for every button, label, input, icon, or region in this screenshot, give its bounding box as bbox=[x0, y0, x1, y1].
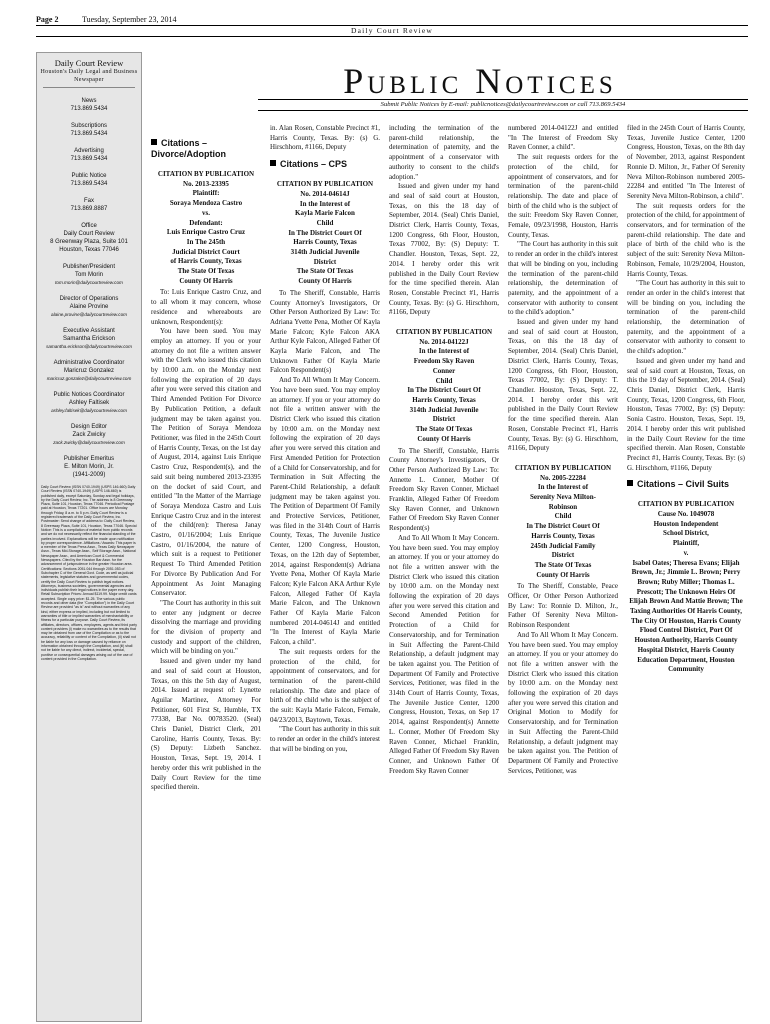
citation-header bbox=[627, 500, 745, 675]
continued-text: in. Alan Rosen, Constable Precinct #1, Harris County, Texas. By: (s) G. Hirschhorn, #1166, Deputy bbox=[270, 124, 380, 152]
sidebar-entry-value: Tom Morin bbox=[74, 272, 103, 278]
sidebar-entry-value: 713.869.5434 bbox=[70, 106, 108, 112]
notice-paragraph: Issued and given under my hand and seal of said court at Houston, Texas, on this the 5th day of August, 2014. Issued at request of: Lynette Aguilar Martinez, Attorney For Petitioner, 601 First St, Humble, TX 77338, Bar No. 00783520. (Seal) Chris Daniel, District Clerk, 201 Caroline, Harris County, Texas. By: (S) Deputy: Lizbeth Sanchez. Houston, Texas, Sept. 19, 2014. I hereby order this writ published in the Daily Court Review for the time specified therein. bbox=[151, 657, 261, 792]
column-1 bbox=[151, 132, 261, 1022]
continued-text: including the termination of the parent-child relationship, the determination of paternity, and the appointment of a conservator with authority to consent to the child's adoption." bbox=[389, 124, 499, 181]
notice-paragraph: The suit requests orders for the protection of the child, for appointment of conservators, and for termination of the parent-child relationship. The date and place of birth of the child who is the subject of the suit: Kayla Marie Falcon, Female, 04/23/2013, Baytown, Texas. bbox=[270, 647, 380, 724]
notice-paragraph: "The Court has authority in this suit to render an order in the child's interest that will be binding on you, including the termination of the parent-child relationship, the determination of paternity, and the appointment of a conservator with authority to consent to the child's adoption." bbox=[508, 240, 618, 317]
citation-line: No. 2013-23395 bbox=[183, 179, 229, 188]
column-3 bbox=[389, 124, 499, 1014]
bullet-square-icon bbox=[151, 139, 157, 145]
notice-paragraph: Issued and given under my hand and seal of said court at Houston, Texas, on this the 18 day of September, 2014. (Seal) Chris Daniel, District Clerk, Harris County, Texas, 1200 Congress, 6th Floor, Houston, Texas 77002, By: (S) Deputy: T. Chandler. Houston, Texas, Sept. 22, 2014. I hereby order this writ published in the Daily Court Review for the time specified therein. Alan Rosen, Constable Precinct #1, Harris County, Texas. By: (s) G. Hirschhorn, #1166, Deputy bbox=[389, 182, 499, 317]
citation-line: Robinson bbox=[548, 502, 578, 511]
sidebar-entry-value: E. Milton Morin, Jr. bbox=[64, 464, 114, 470]
notice-paragraph: To The Sheriff, Constable, Harris County Attorney's Investigators, Or Other Person Authorized By Law: To: Adriana Yvette Pena, Mother Of Kayla Marie Falcon; Kyle Falcon AKA Arthur Kyle Falcon, Alleged Father Of Kayla Marie Falcon, and The Unknown Father Of Kayla Marie Falcon Respondent(s) bbox=[270, 288, 380, 375]
notice-paragraph: The suit requests orders for the protection of the child, for appointment of conservators, and for termination of the parent-child relationship. The date and place of birth of the child who is the subject of the suit: Serenity Neva Milton-Robinson, Female, 10/29/2004, Houston, Harris County, Texas. bbox=[627, 201, 745, 278]
notice-paragraph: "The Court has authority in this suit to enter any judgment or decree dissolving the marriage and providing for the division of property and custody and support of the children, which will be binding on you." bbox=[151, 598, 261, 656]
sidebar-entry-label: Design Editor bbox=[70, 424, 108, 430]
citation-line: District bbox=[313, 257, 337, 266]
sidebar-staff-box bbox=[36, 52, 142, 1022]
citation-line: County Of Harris bbox=[179, 276, 233, 285]
sidebar-tagline: Houston's Daily Legal and Business Newspaper bbox=[40, 69, 138, 83]
citation-line: In the Interest of bbox=[537, 483, 589, 492]
citation-header bbox=[389, 328, 499, 444]
sidebar-entry-email[interactable]: samantha.erickson@dailycourtreview.com bbox=[46, 344, 132, 349]
citation-line: Child bbox=[316, 218, 334, 227]
citation-line: CITATION BY PUBLICATION bbox=[276, 180, 374, 189]
notice-paragraph: "The Court has authority in this suit to render an order in the child's interest that will be binding on you, including the termination of the parent-child relationship, the determination of paternity, and the appointment of a conservator with authority to consent to the child's adoption." bbox=[627, 279, 745, 356]
sidebar-entry-value: 713.869.5434 bbox=[70, 181, 108, 187]
sidebar-entry-label: Publisher/President bbox=[62, 264, 116, 270]
continued-text: numbered 2014-04122J and entitled "In The Interest of Freedom Sky Raven Conner, a child". bbox=[508, 124, 618, 152]
section-heading: Citations – CPS bbox=[270, 159, 380, 170]
citation-line: 314th Judicial Juvenile bbox=[409, 405, 479, 414]
citation-line: District bbox=[432, 415, 456, 424]
citation-line: In the Interest of bbox=[299, 199, 351, 208]
sidebar-entry-value: Zack Zwicky bbox=[72, 432, 106, 438]
issue-date: Tuesday, September 23, 2014 bbox=[82, 15, 177, 24]
bullet-square-icon bbox=[627, 480, 633, 486]
citation-line: CITATION BY PUBLICATION bbox=[395, 328, 493, 337]
sidebar-entry bbox=[37, 97, 141, 113]
notice-body bbox=[627, 202, 745, 474]
sidebar-paper-name: Daily Court Review bbox=[54, 58, 124, 68]
sidebar-entry-email[interactable]: maricruz.gonzalez@dailycourtreview.com bbox=[46, 376, 132, 381]
sidebar-entry-value: 713.869.8887 bbox=[70, 206, 108, 212]
page-number: Page 2 bbox=[36, 15, 59, 24]
citation-line: Houston Independent bbox=[653, 519, 719, 528]
citation-line: In The District Court Of bbox=[407, 386, 481, 395]
citation-line: vs. bbox=[202, 208, 210, 217]
citation-line: Kayla Marie Falcon bbox=[295, 209, 355, 218]
sidebar-entry-value: Maricruz Gonzalez bbox=[63, 368, 114, 374]
sidebar-entry bbox=[37, 197, 141, 213]
sidebar-entry-email[interactable]: alaine.provine@dailycourtreview.com bbox=[51, 312, 127, 317]
sidebar-entry-label: Public Notice bbox=[71, 173, 107, 179]
header-rule-bottom bbox=[36, 36, 748, 37]
submit-notice-line: Submit Public Notices by E-mail: publicnotices@dailycourtreview.com or call 713.869.5434 bbox=[380, 101, 626, 108]
notice-paragraph: And To All Whom It May Concern. You have been sued. You may employ an attorney. If you or your attorney do not file a written answer with the District Clerk who issued this citation by 10:00 a.m. on the Monday next following the expiration of 20 days after you were served this citation and Original Motion to Modify for Conservatorship, and for Termination in Suit Affecting the Parent-Child Relationship, a default judgment may be taken against you. The Petition of Department Of Family and Protective Services, Petitioner, was bbox=[508, 630, 618, 775]
sidebar-entry bbox=[37, 391, 141, 414]
notice-body bbox=[508, 582, 618, 776]
citation-line: Luis Enrique Castro Cruz bbox=[166, 228, 246, 237]
sidebar-entry bbox=[37, 359, 141, 382]
citation-line: Judicial District Court bbox=[172, 247, 240, 256]
title-rule-bottom bbox=[258, 110, 748, 111]
citation-line: Child bbox=[435, 376, 453, 385]
citation-line: CITATION BY PUBLICATION bbox=[514, 463, 612, 472]
citation-line: District bbox=[551, 551, 575, 560]
sidebar-entry-label: Office bbox=[81, 223, 97, 229]
sidebar-entry-label: Public Notices Coordinator bbox=[53, 392, 125, 398]
sidebar-entry-label: Publisher Emeritus bbox=[63, 456, 115, 462]
sidebar-entry-value: Samantha Erickson bbox=[62, 336, 116, 342]
citation-line: CITATION BY PUBLICATION bbox=[637, 500, 735, 509]
citation-line: In The District Court Of bbox=[288, 228, 362, 237]
sidebar-entry bbox=[37, 327, 141, 350]
sidebar-entry bbox=[37, 122, 141, 138]
sidebar-entry-label: Executive Assistant bbox=[63, 328, 115, 334]
citation-line: Conner bbox=[432, 366, 456, 375]
sidebar-entries bbox=[37, 97, 141, 479]
notice-paragraph: To The Sheriff, Constable, Harris County Attorney's Investigators, Or Other Person Authorized By Law: To: Annette L. Conner, Mother Of Freedom Sky Raven Conner, Michael Franklin, Alleged Father Of Freedom Sky Raven Conner, and Unknown Father Of Freedom Sky Raven Conner Respondent(s) bbox=[389, 446, 499, 533]
citation-line: No. 2005-22284 bbox=[540, 473, 586, 482]
citation-line: Serenity Neva Milton- bbox=[530, 493, 596, 502]
sidebar-entry bbox=[37, 222, 141, 238]
citation-line: County Of Harris bbox=[298, 277, 352, 286]
citation-line: Harris County, Texas bbox=[531, 531, 595, 540]
notice-paragraph: You have been sued. You may employ an attorney. If you or your attorney do not file a written answer with the Clerk who issued this citation by 10:00 a.m. on the Monday next following the expiration of 20 days after you were served this citation and Third Amended Petition For Divorce By Publication Petition, a default judgment may be taken against you. The Petition of Soraya Mendoza Petitioner, was filed in the 245th Court of Harris County, Texas, on the 1st day of August, 2014, against Luis Enrique Castro Cruz, Respondent(s), and the said suit being numbered 2013-23395 on the docket of said Court, and entitled "In the Matter of the Marriage of Soraya Mendoza Castro and Luis Enrique Castro Cruz and in the interest of the child(ren): Theresa Janay Castro, 01/16/2004; Luis Enrique Castro, 01/16/2004, the nature of which suit is a request to Petitioner Request To Third Amended Petition For Divorce By Publication And For Appointment As Joint Managing Conservator. bbox=[151, 327, 261, 598]
citation-line: Isabel Oates; Theresa Evans; Elijah Brown, Jr.; Jimmie L. Brown; Perry Brown; Ruby Miller; Thomas L. Prescott; The Unknown Heirs Of Elijah Brown And Mattie Brown; The Taxing Authorities Of Harris County, The City Of Houston, Harris County Flood Control District, Port Of Houston Authority, Harris County Hospital District, Harris County Education Department, Houston Community bbox=[629, 558, 743, 674]
sidebar-entry-value: Ashley Faltisek bbox=[68, 400, 110, 406]
column-2 bbox=[270, 124, 380, 1014]
citation-line: Freedom Sky Raven bbox=[413, 357, 475, 366]
notice-body bbox=[151, 288, 261, 793]
citation-line: School District, bbox=[663, 529, 709, 538]
sidebar-entry bbox=[37, 246, 141, 254]
citation-line: No. 2014-04122J bbox=[419, 337, 469, 346]
citation-line: Harris County, Texas bbox=[412, 395, 476, 404]
notice-body bbox=[270, 289, 380, 755]
sidebar-entry-value: Houston, Texas 77046 bbox=[59, 247, 119, 253]
sidebar-entry bbox=[37, 172, 141, 188]
notice-paragraph: The suit requests orders for the protection of the child, for appointment of conservators, and for termination of the parent-child relationship. The date and place of birth of the child who is the subject of the suit: Freedom Sky Raven Conner, Female, 09/23/1998, Houston, Harris County, Texas. bbox=[508, 153, 618, 239]
column-5 bbox=[627, 124, 745, 1014]
sidebar-entry bbox=[37, 263, 141, 286]
citation-line: The State Of Texas bbox=[296, 267, 354, 276]
page-header bbox=[36, 6, 748, 34]
section-heading: Citations – Civil Suits bbox=[627, 479, 745, 490]
notice-paragraph: Issued and given under my hand and seal of said court at Houston, Texas, on this the 18 day of September, 2014. (Seal) Chris Daniel, District Clerk, Harris County, Texas, 1200 Congress, 6th Floor, Houston, Texas 77002, By: (S) Deputy: T. Chandler. Houston, Texas, Sept. 22, 2014. I hereby order this writ published in the Daily Court Review for the time specified therein. Alan Rosen, Constable Precinct #1, Harris County, Texas. By: (s) G. Hirschhorn, #1166, Deputy bbox=[508, 318, 618, 453]
citation-line: The State Of Texas bbox=[415, 425, 473, 434]
sidebar-entry-value: 713.869.5434 bbox=[70, 131, 108, 137]
sidebar-entry-label: Director of Operations bbox=[59, 296, 119, 302]
sidebar-entry-email[interactable]: tom.morin@dailycourtreview.com bbox=[55, 280, 123, 285]
notice-body bbox=[508, 153, 618, 454]
sidebar-divider bbox=[43, 87, 135, 88]
citation-line: Defendant: bbox=[189, 218, 223, 227]
sidebar-entry bbox=[37, 423, 141, 446]
citation-line: Harris County, Texas bbox=[293, 238, 357, 247]
notice-paragraph: "The Court has authority in this suit to render an order in the child's interest that will be binding on you, bbox=[270, 725, 380, 753]
sidebar-entry-value: Daily Court Review bbox=[63, 231, 115, 237]
citation-line: In the Interest of bbox=[418, 347, 470, 356]
notice-paragraph: To The Sheriff, Constable, Peace Officer, Or Other Person Authorized By Law: To: Ronnie D. Milton, Jr., Father Of Serenity Neva Milton-Robinson Respondent bbox=[508, 582, 618, 630]
citation-line: CITATION BY PUBLICATION bbox=[157, 170, 255, 178]
sidebar-entry-label: Administrative Coordinator bbox=[53, 360, 125, 366]
notice-paragraph: And To All Whom It May Concern. You have been sued. You may employ an attorney. If you or your attorney do not file a written answer with the District Clerk who issued this citation by 10:00 a.m. on the Monday next following the expiration of 20 days after you were served this citation and Second Amended Petition for Protection of a Child for Conservatorship, and for Termination in Suit Affecting the Parent-Child Relationship, a default judgment may be taken against you. The Petition of Department Of Family and Protective Services, Petitioner, was filed in the 314th Court of Harris County, Texas, The Juvenile Justice Center, 1200 Congress, Houston, Texas, on Sep 17 2014, against Respondent(s) Annette L. Conner, Mother Of Freedom Sky Raven Conner, Michael Franklin, Alleged Father Of Freedom Sky Raven Conner, and Unknown Father Of Freedom Sky Raven Conner bbox=[389, 533, 499, 775]
sidebar-entry-value: 713.869.5434 bbox=[70, 156, 108, 162]
notice-paragraph: To: Luis Enrique Castro Cruz, and to all whom it may concern, whose residence and whereabouts are unknown, Respondent(s): bbox=[151, 288, 261, 326]
sidebar-entry-email[interactable]: zack.zwicky@dailycourtreview.com bbox=[53, 440, 125, 445]
sidebar-entry-extra: (1941-2009) bbox=[72, 472, 106, 478]
citation-line: v. bbox=[683, 548, 689, 557]
citation-line: Soraya Mendoza Castro bbox=[169, 199, 243, 208]
citation-line: In The 245th bbox=[186, 237, 226, 246]
notice-body bbox=[389, 447, 499, 777]
citation-line: The State Of Texas bbox=[177, 267, 235, 276]
column-4 bbox=[508, 124, 618, 1014]
citation-header bbox=[508, 464, 618, 580]
citation-line: Child bbox=[554, 512, 572, 521]
sidebar-entry bbox=[37, 238, 141, 246]
sidebar-entry-label: Advertising bbox=[74, 148, 104, 154]
notice-body bbox=[389, 182, 499, 318]
sidebar-entry-label: News bbox=[81, 98, 97, 104]
sidebar-entry-value: 8 Greenway Plaza, Suite 101 bbox=[50, 239, 128, 245]
page-title: Public Notices bbox=[343, 61, 617, 101]
citation-line: 245th Judicial Family bbox=[530, 541, 596, 550]
citation-line: In The District Court Of bbox=[526, 522, 600, 531]
citation-line: No. 2014-04614J bbox=[300, 189, 350, 198]
publication-name: Daily Court Review bbox=[350, 26, 433, 35]
sidebar-entry bbox=[37, 455, 141, 479]
citation-line: Plaintiff: bbox=[192, 189, 220, 198]
sidebar-legal-text: Daily Court Review (ISSN 0740-1949) (USPS 146-660) Daily Court Review (ISSN 0740-1949) (USPS 146-660) is published daily, except Saturday, Sunday and legal holidays, by the Daily Court Review, Inc. The address is 8 Greenway Plaza, Suite 101, Houston, Texas 77046. Periodical Postage paid at Houston, Texas 77201. Office hours are Monday through Friday, 8 a.m. to 5 p.m. Daily Court Review is a registered trademark of the Daily Court Review, Inc. Postmaster: Send change of address to: Daily Court Review, 8 Greenway Plaza, Suite 101, Houston, Texas 77046. Special Notice: This is a compilation of material from public records and we do not necessarily reflect the financial standing of the parties involved. Explanations will be made upon notification by proper correspondence. Affiliations / Awards: This paper is a member of the Texas Press Assn., Texas Daily Newspaper Assn., Texas Mid-Storage Assn., Self Storage Assn., National Newspaper Assn., and American Court & Commercial Newspapers. Cited by the Houston Bar Assn. for the advancement of jurisprudence in the greater Houston area. Certifications: Sections 2051.044 through 2051.053 of Subchapter C of the General Govt. Code, as well as judicial statements, legislative statutes and governmental codes, certify the Daily Court Review to publish legal notices. Attorneys, business societies, governmental agencies and individuals publish their legal notices in the paper every day. Retail Subscription Prices: Annual $119.99. Major credit cards accepted. Single copy price: $1.25. The various public records and other data (the "Compilation") in the Daily Court Review are provided "as is" and without warranties of any kind, either express or implied, including but not limited to warranties of title or implied warranties of merchantability or fitness for a particular purpose. Daily Court Review, its affiliates, directors, officers, employees, agents and third party content providers (i) make no warranties as to the results that may be obtained from use of the Compilation or as to the accuracy, reliability or content of the Compilation, (ii) shall not be liable for any loss or damage caused by reliance on information obtained through the Compilation, and (iii) shall not be liable for any direct, indirect, incidental, special, punitive or consequential damages arising out of the use of content provided in the Compilation. bbox=[41, 485, 137, 661]
sidebar-entry-label: Fax bbox=[83, 198, 94, 204]
citation-header bbox=[151, 170, 261, 286]
citation-line: of Harris County, Texas bbox=[170, 257, 242, 266]
citation-header bbox=[270, 180, 380, 287]
citation-line: 314th Judicial Juvenile bbox=[290, 248, 360, 257]
citation-line: The State Of Texas bbox=[534, 560, 592, 569]
citation-line: County Of Harris bbox=[536, 570, 590, 579]
notice-paragraph: Issued and given under my hand and seal of said court at Houston, Texas, on this the 19 day of September, 2014. (Seal) Chris Daniel, District Clerk, Harris County, Texas, 1200 Congress, 6th Floor, Houston, Texas 77002, By: (S) Deputy: Sonia Castro. Houston, Texas, Sept. 19, 2014. I hereby order this writ published in the Daily Court Review for the time specified therein. Alan Rosen, Constable Precinct #1, Harris County, Texas. By: (s) G. Hirschhorn, #1166, Deputy bbox=[627, 356, 745, 472]
sidebar-entry-label: Subscriptions bbox=[70, 123, 108, 129]
sidebar-entry-value: Alaine Provine bbox=[69, 304, 109, 310]
citation-line: Cause No. 1049078 bbox=[657, 510, 715, 519]
citation-line: Plaintiff, bbox=[672, 539, 700, 548]
section-heading: Citations – Divorce/Adoption bbox=[151, 138, 227, 159]
citation-line: County Of Harris bbox=[417, 434, 471, 443]
continued-text: filed in the 245th Court of Harris County, Texas, Juvenile Justice Center, 1200 Congress, Houston, Texas, on the 8th day of November, 2013, against Respondent Ronnie D. Milton, Jr., Father Of Serenity Neva Milton-Robinson numbered 2005-22284 and entitled "In The Interest of Serenity Neva Milton-Robinson, a child". bbox=[627, 124, 745, 200]
notice-paragraph: And To All Whom It May Concern. You have been sued. You may employ an attorney. If you or your attorney do not file a written answer with the District Clerk who issued this citation by 10:00 a.m. on the Monday next following the expiration of 20 days after you were served this citation and First Amended Petition for Protection of a Child for Conservatorship, and for Termination in Suit Affecting the Parent-Child Relationship, a default judgment may be taken against you. The Petition of Department Of Family and Protective Services, Petitioner, was filed in the 314th Court of Harris County, Texas, The Juvenile Justice Center, 1200 Congress, Houston, Texas, on the 12th day of September, 2014, against Respondent(s) Adriana Yvette Pena, Mother Of Kayla Marie Falcon; Kyle Falcon AKA Arthur Kyle Falcon, Alleged Father Of Kayla Marie Falcon, and The Unknown Father Of Kayla Marie Falcon numbered 2014-04614J and entitled "In The Interest of Kayla Marie Falcon, a child". bbox=[270, 376, 380, 647]
sidebar-entry bbox=[37, 295, 141, 318]
bullet-square-icon bbox=[270, 160, 276, 166]
sidebar-entry bbox=[37, 147, 141, 163]
sidebar-entry-email[interactable]: ashley.faltisek@dailycourtreview.com bbox=[51, 408, 127, 413]
